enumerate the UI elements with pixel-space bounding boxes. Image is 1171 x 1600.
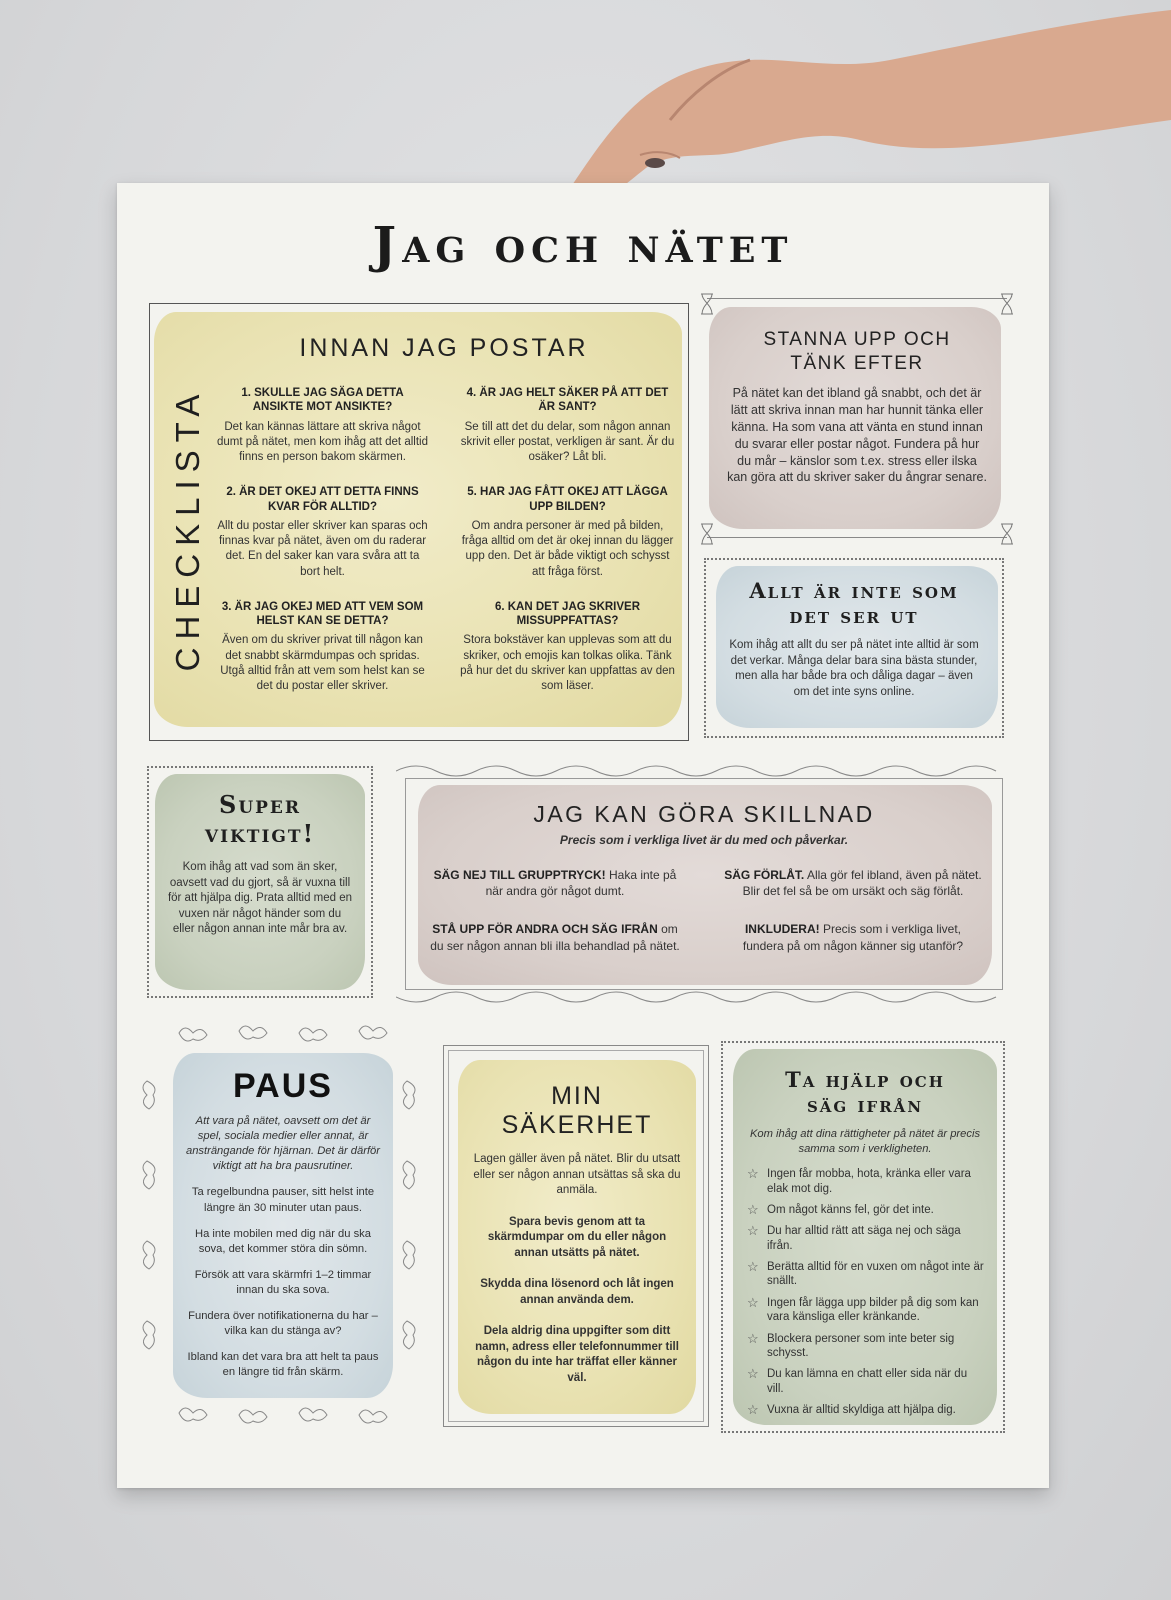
checklist-side-label: CHECKLISTA [169, 386, 206, 672]
help-rule: ☆ Berätta alltid för en vuxen om något inte är snällt. [747, 1259, 984, 1288]
hearts-border-top [396, 759, 1014, 777]
help-rule: ☆ Ingen får mobba, hota, kränka eller vara elak mot dig. [747, 1166, 971, 1195]
checklist-item: 3. ÄR JAG OKEJ MED ATT VEM SOM HELST KAN SE DETTA? Även om du skriver privat till någon kan det snabbt skärmdumpas och spridas. Utgå alltid från att vem som helst kan se det du postar eller skriver. [220, 600, 425, 692]
difference-item: STÅ UPP FÖR ANDRA OCH SÄG IFRÅN om du ser någon annan bli illa behandlad på nätet. [430, 922, 680, 953]
not-all-frame [704, 558, 1004, 738]
help-frame [721, 1041, 1005, 1433]
checklist-item: 1. SKULLE JAG SÄGA DETTA ANSIKTE MOT ANSIKTE? Det kan kännas lättare att skriva något dumt på nätet, men kom ihåg att det alltid finns en person bakom skärmen. [217, 387, 428, 464]
help-heading-2: säg ifrån [806, 1092, 924, 1117]
checklist-frame [149, 303, 689, 741]
stop-text: På nätet kan det ibland gå snabbt, och det är lätt att skriva innan man har hunnit tänka eller känna. Ha som vana att vänta en stund innan du svarar eller postar något. Fundera på hur du mår – känslor som t.ex. stress eller ilska kan göra att du skriver saker du ångrar senare. [727, 386, 987, 485]
checklist-item: 6. KAN DET JAG SKRIVER MISSUPPFATTAS? Stora bokstäver kan upplevas som att du skriker, och emojis kan tolkas olika. Tänk på hur det du skriver kan uppfattas av den som läser. [460, 600, 675, 692]
super-content [167, 790, 353, 938]
super-heading-1: Super [218, 790, 302, 819]
paus-content [185, 1067, 381, 1392]
difference-item: SÄG FÖRLÅT. Alla gör fel ibland, även på nätet. Blir det fel så be om ursäkt och säg förlåt. [724, 868, 982, 899]
help-rule: ☆ Blockera personer som inte beter sig schysst. [747, 1330, 955, 1359]
star-icon: ☆ [747, 1402, 759, 1418]
safety-intro: Lagen gäller även på nätet. Blir du utsatt eller ser någon annan utsättas så ska du anmäla. [473, 1153, 681, 1197]
checklist-item: 4. ÄR JAG HELT SÄKER PÅ ATT DET ÄR SANT? Se till att det du delar, som någon annan skrivit eller postat, verkligen är sant. Är du osäker? Låt bli. [460, 387, 675, 464]
help-rule: ☆ Du har alltid rätt att säga nej och säga ifrån. [747, 1223, 961, 1252]
checklist-item: 2. ÄR DET OKEJ ATT DETTA FINNS KVAR FÖR ALLTID? Allt du postar eller skriver kan sparas och finnas kvar på nätet, även om du raderar det. En del saker kan vara svåra att ta bort helt. [217, 486, 428, 578]
help-rule: ☆ Om något känns fel, gör det inte. [747, 1201, 934, 1217]
hourglass-icon [699, 523, 715, 545]
paus-tip: Försök att vara skärmfri 1–2 timmar innan du ska sova. [194, 1268, 372, 1296]
hourglass-icon [999, 523, 1015, 545]
star-icon: ☆ [747, 1166, 759, 1182]
paus-frame [139, 1021, 417, 1426]
paus-heading: PAUS [233, 1067, 333, 1105]
stop-heading-2: TÄNK EFTER [790, 353, 924, 374]
difference-content [422, 801, 986, 847]
checklist-item: 5. HAR JAG FÅTT OKEJ ATT LÄGGA UPP BILDEN? Om andra personer är med på bilden, fråga alltid om det är okej innan du lägger upp den. Det är både viktigt och schysst att fråga först. [461, 486, 674, 578]
star-icon: ☆ [747, 1201, 759, 1217]
star-icon: ☆ [747, 1259, 759, 1275]
super-frame [147, 766, 373, 998]
difference-heading: JAG KAN GÖRA SKILLNAD [533, 801, 875, 827]
help-rules [745, 1167, 985, 1417]
not-all-heading-2: det ser ut [789, 603, 919, 628]
help-intro: Kom ihåg att dina rättigheter på nätet är precis samma som i verkligheten. [749, 1128, 981, 1156]
super-heading-2: viktigt! [204, 819, 316, 848]
hourglass-icon [699, 293, 715, 315]
stop-frame [707, 298, 1007, 538]
paus-tip: Ibland kan det vara bra att helt ta paus en längre tid från skärm. [187, 1351, 379, 1379]
stop-heading-1: STANNA UPP OCH [763, 329, 951, 350]
poster [117, 183, 1049, 1488]
super-text: Kom ihåg att vad som än sker, oavsett vad du gjort, så är vuxna till för att hjälpa dig. Prata alltid med en vuxen när något händer som du eller någon annan inte mår bra av. [167, 861, 353, 936]
star-icon: ☆ [747, 1330, 759, 1346]
paus-tip: Fundera över notifikationerna du har – vilka kan du stänga av? [188, 1310, 378, 1338]
paus-tip: Ha inte mobilen med dig när du ska sova, det kommer störa din sömn. [195, 1227, 371, 1255]
star-icon: ☆ [747, 1366, 759, 1382]
help-heading-1: Ta hjälp och [785, 1067, 945, 1092]
paus-intro: Att vara på nätet, oavsett om det är spel, sociala medier eller annat, är ansträngande för hjärnan. Det är därför viktigt att ha bra pausrutiner. [185, 1115, 381, 1173]
safety-heading-1: MIN [551, 1082, 603, 1110]
paus-tip: Ta regelbundna pauser, sitt helst inte längre än 30 minuter utan paus. [191, 1186, 375, 1214]
difference-item: SÄG NEJ TILL GRUPPTRYCK! Haka inte på när andra gör något dumt. [433, 868, 677, 899]
help-rule: ☆ Ingen får lägga upp bilder på dig som kan vara känsliga eller kränkande. [747, 1294, 979, 1324]
help-content [745, 1067, 985, 1424]
safety-tip: Spara bevis genom att ta skärmdumpar om du eller någon annan utsätts på nätet. [487, 1215, 667, 1259]
safety-content [470, 1082, 684, 1397]
star-icon: ☆ [747, 1223, 759, 1239]
hearts-border-bottom [396, 991, 1014, 1009]
not-all-text: Kom ihåg att allt du ser på nätet inte alltid är som det verkar. Många delar bara sina bästa stunder, men alla har både bra och dåliga dagar – även om det inte syns online. [729, 639, 979, 698]
help-rule: ☆ Vuxna är alltid skyldiga att hjälpa dig. [747, 1402, 956, 1418]
difference-subtitle: Precis som i verkliga livet är du med och påverkar. [559, 833, 849, 847]
difference-items [426, 867, 982, 954]
poster-title: Jag och nätet [372, 215, 794, 274]
checklist-items [215, 386, 675, 694]
checklist-heading: INNAN JAG POSTAR [299, 334, 589, 362]
safety-tip: Skydda dina lösenord och låt ingen annan använda dem. [480, 1278, 674, 1306]
safety-tip: Dela aldrig dina uppgifter som ditt namn, adress eller telefonnummer till någon du inte har träffat eller känner väl. [475, 1325, 679, 1384]
star-icon: ☆ [747, 1294, 759, 1310]
not-all-heading-1: Allt är inte som [749, 578, 959, 603]
difference-item: INKLUDERA! Precis som i verkliga livet, fundera på om någon känner sig utanför? [742, 922, 964, 953]
safety-frame [443, 1045, 709, 1427]
hourglass-icon [999, 293, 1015, 315]
not-all-content [728, 578, 980, 700]
difference-frame [405, 778, 1003, 990]
stop-content [727, 329, 987, 486]
help-rule: ☆ Du kan lämna en chatt eller sida när du vill. [747, 1366, 968, 1395]
safety-heading-2: SÄKERHET [501, 1111, 653, 1139]
